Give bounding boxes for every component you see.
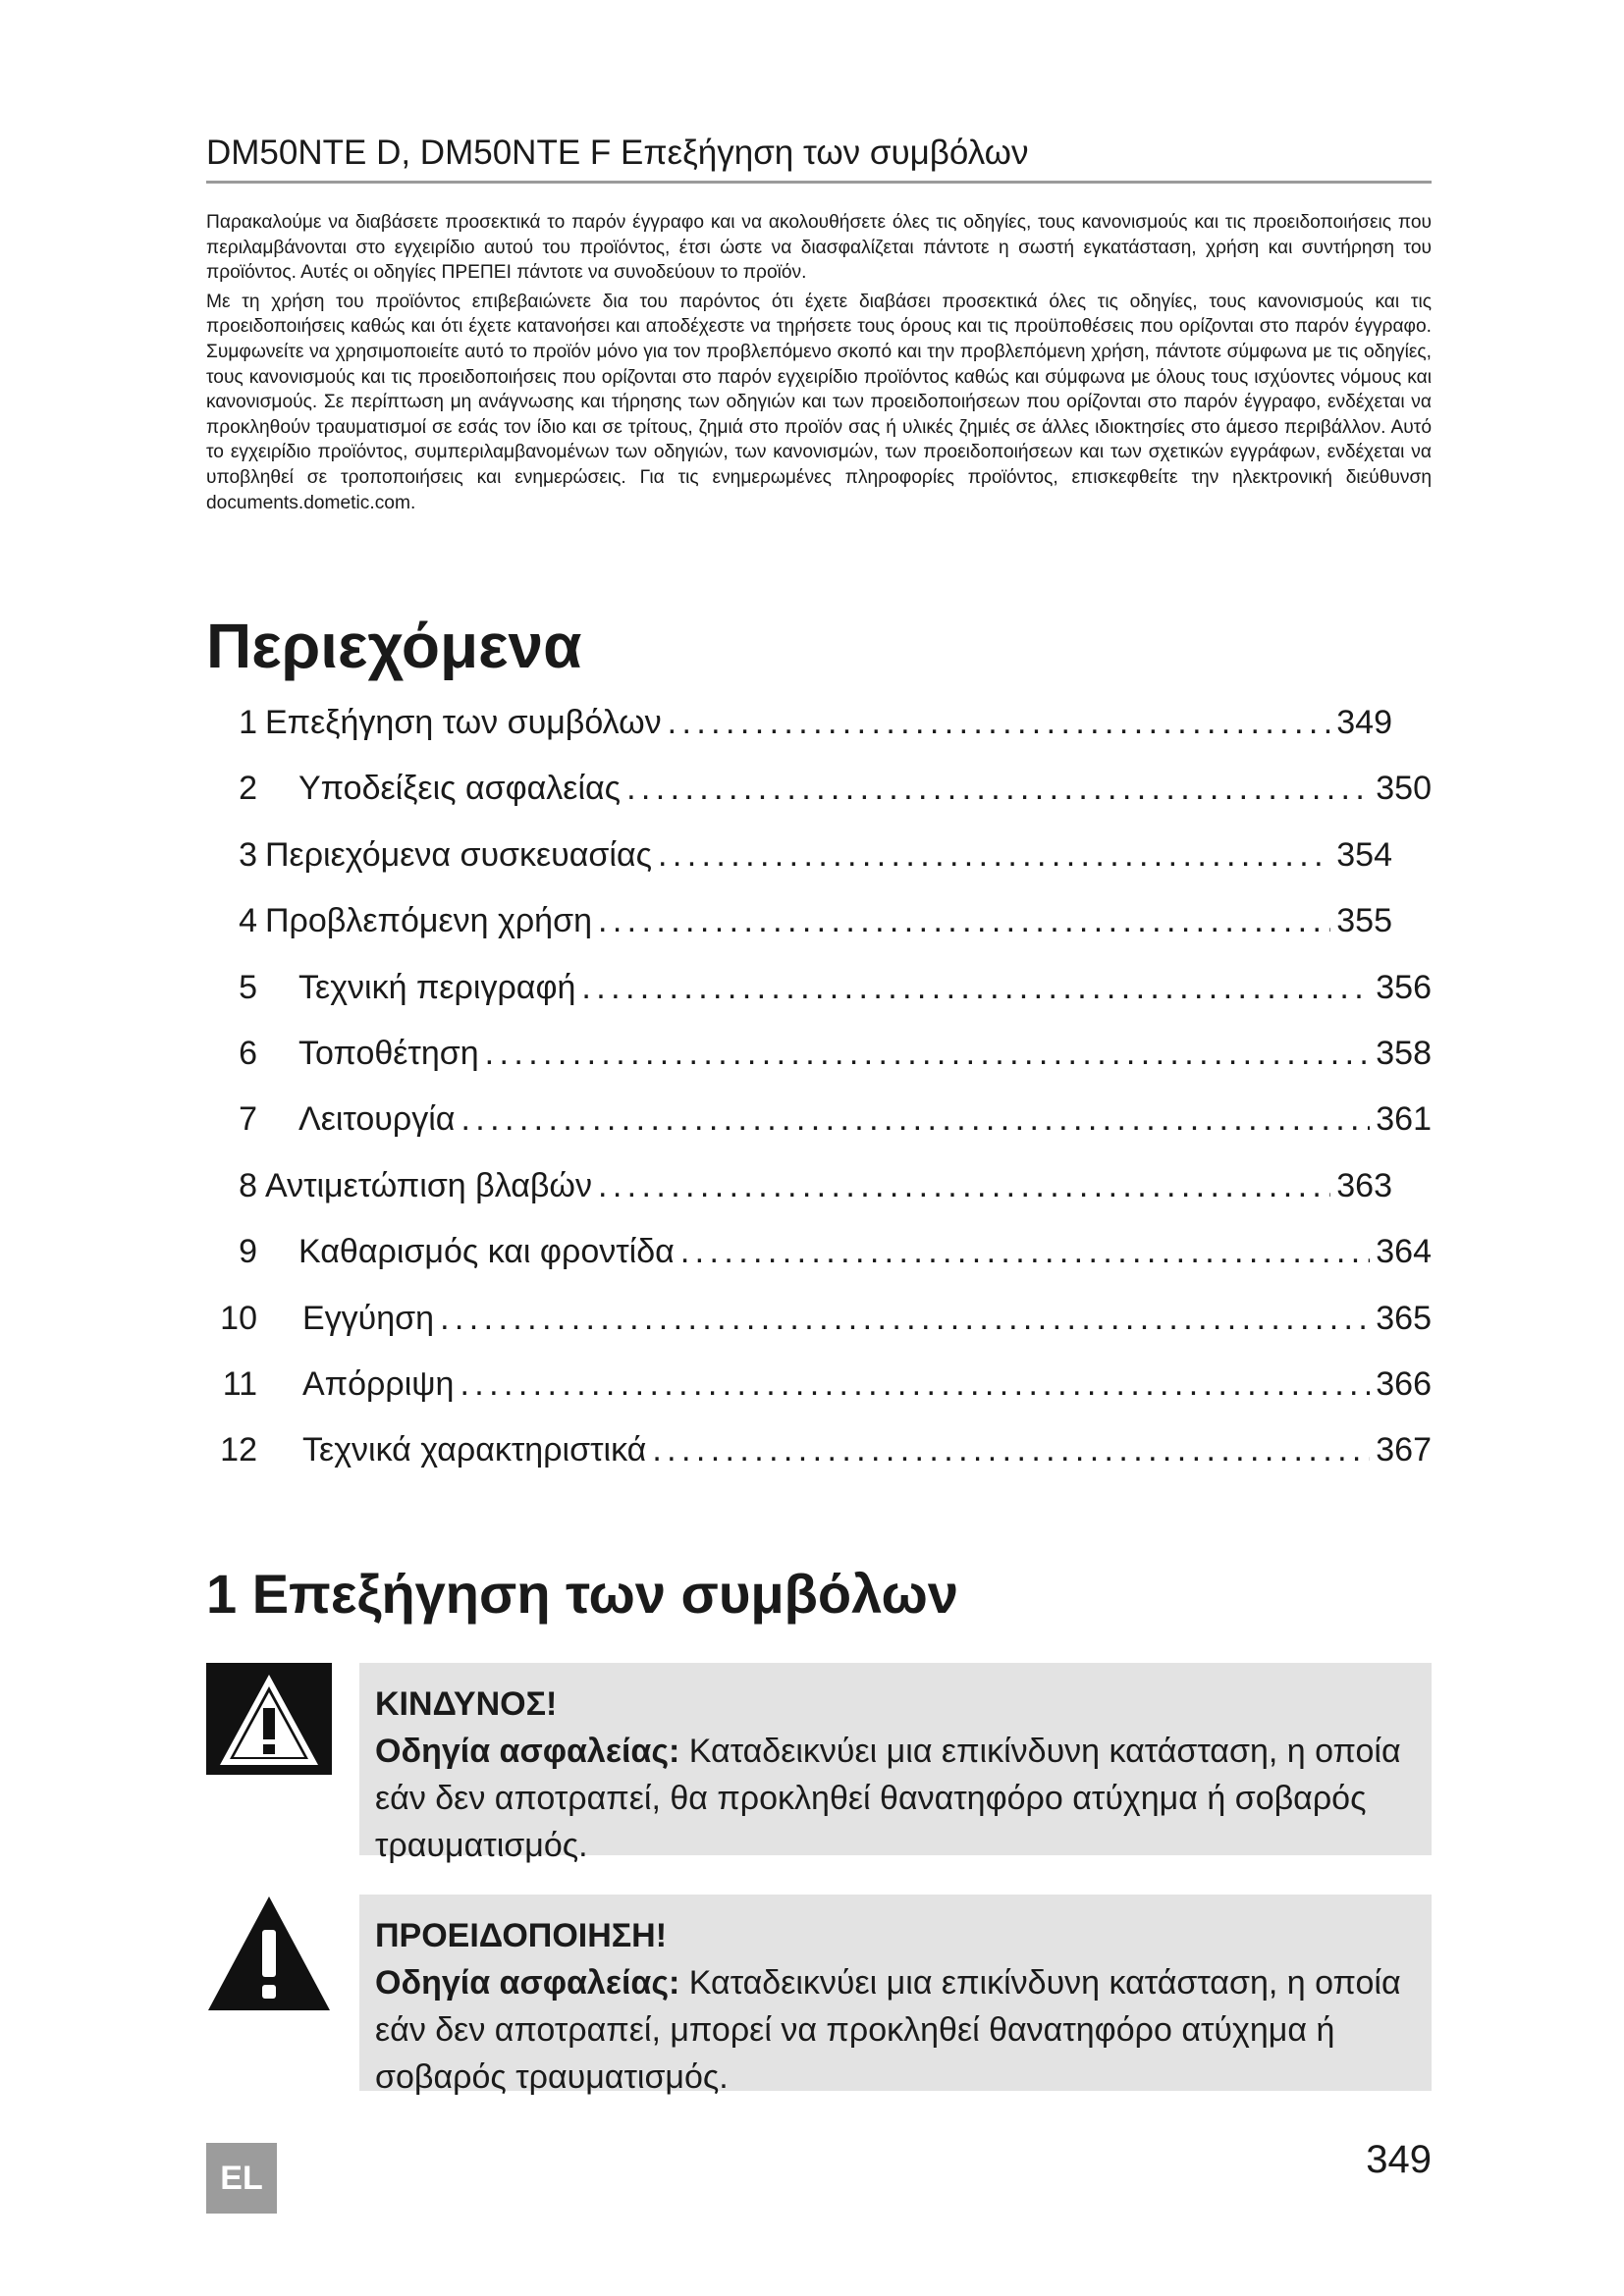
toc-entry-page: 363 — [1336, 1166, 1392, 1204]
toc-entry-title: Απόρριψη — [302, 1364, 455, 1403]
toc-entry-title: Εγγύηση — [302, 1299, 435, 1337]
toc-leader-dots — [485, 1030, 1371, 1077]
toc-entry-number: 7 — [239, 1100, 257, 1139]
page-number: 349 — [1366, 2138, 1432, 2181]
toc-entry-number: 3 — [239, 835, 257, 874]
danger-sign-icon — [206, 1663, 332, 1775]
toc-entry-9[interactable] — [206, 1228, 1432, 1294]
toc-entry-title: Τεχνικά χαρακτηριστικά — [302, 1431, 647, 1469]
toc-entry-1[interactable] — [206, 699, 1392, 765]
table-of-contents — [206, 699, 1432, 1493]
intro-text — [206, 210, 1432, 519]
toc-entry-number: 4 — [239, 902, 257, 940]
intro-paragraph-2: Με τη χρήση του προϊόντος επιβεβαιώνετε δια του παρόντος ότι έχετε διαβάσει προσεκτικά όλες τις οδηγίες, τους κανονισμούς και τις προειδοποιήσεις καθώς και ότι έχετε κατανοήσει και αποδέχεστε να τηρήσετε τους όρους και τις προϋποθέσεις που ορίζονται στο παρόν έγγραφο. Συμφωνείτε να χρησιμοποιείτε αυτό το προϊόν μόνο για τον προβλεπόμενο σκοπό και την προβλεπόμενη χρήση, πάντοτε σύμφωνα με τις οδηγίες, τους κανονισμούς και τις προειδοποιήσεις που ορίζονται στο παρόν εγχειρίδιο προϊόντος καθώς και σύμφωνα με όλους τους ισχύοντες νόμους και κανονισμούς. Σε περίπτωση μη ανάγνωσης και τήρησης των οδηγιών και των προειδοποιήσεων που ορίζονται στο παρόν έγγραφο, ενδέχεται να προκληθούν τραυματισμοί σε εσάς τον ίδιο και σε τρίτους, ζημιά στο προϊόν σας ή υλικές ζημιές σε άλλες ιδιοκτησίες στο άμεσο περιβάλλον. Αυτό το εγχειρίδιο προϊόντος, συμπεριλαμβανομένων των οδηγιών, των κανονισμών, των προειδοποιήσεων και των σχετικών εγγράφων, ενδέχεται να υποβληθεί σε τροποποιήσεις και ενημερώσεις. Για τις ενημερωμένες πληροφορίες προϊόντος, επισκεφθείτε την ηλεκτρονική διεύθυνση documents.dometic.com. — [206, 291, 1432, 513]
toc-entry-page: 354 — [1336, 835, 1392, 874]
danger-notice-title: ΚΙΝΔΥΝΟΣ! — [375, 1685, 558, 1723]
toc-entry-number: 2 — [239, 770, 257, 808]
toc-entry-page: 361 — [1376, 1100, 1432, 1139]
toc-entry-2[interactable] — [206, 765, 1432, 830]
warning-notice-label: Οδηγία ασφαλείας: — [375, 1964, 680, 2002]
toc-entry-number: 1 — [239, 704, 257, 741]
toc-entry-page: 364 — [1376, 1233, 1432, 1271]
toc-entry-8[interactable] — [206, 1162, 1392, 1228]
toc-entry-7[interactable] — [206, 1095, 1432, 1161]
toc-leader-dots — [658, 831, 1330, 879]
warning-sign-icon — [206, 1895, 332, 2012]
toc-entry-page: 356 — [1376, 968, 1432, 1006]
warning-notice-title: ΠΡΟΕΙΔΟΠΟΙΗΣΗ! — [375, 1917, 668, 1954]
toc-entry-number: 12 — [220, 1431, 257, 1469]
toc-leader-dots — [460, 1095, 1370, 1143]
toc-entry-number: 9 — [239, 1233, 257, 1271]
toc-leader-dots — [598, 1162, 1330, 1209]
toc-entry-page: 350 — [1376, 770, 1432, 808]
toc-leader-dots — [460, 1361, 1370, 1408]
danger-notice-text: Καταδεικνύει μια επικίνδυνη κατάσταση, η οποία εάν δεν αποτραπεί, θα προκληθεί θανατηφόρο ατύχημα ή σοβαρός τραυματισμός. — [375, 1733, 1401, 1864]
toc-entry-number: 11 — [222, 1364, 257, 1403]
toc-entry-number: 6 — [239, 1034, 257, 1072]
toc-leader-dots — [440, 1295, 1370, 1342]
section-heading: 1 Επεξήγηση των συμβόλων — [206, 1563, 958, 1625]
toc-entry-page: 358 — [1376, 1034, 1432, 1072]
toc-entry-title: Επεξήγηση των συμβόλων — [265, 704, 662, 741]
toc-entry-title: Καθαρισμός και φροντίδα — [298, 1233, 675, 1271]
toc-entry-number: 5 — [239, 968, 257, 1006]
toc-leader-dots — [668, 699, 1331, 746]
toc-leader-dots — [598, 897, 1330, 944]
toc-entry-number: 8 — [239, 1166, 257, 1204]
toc-entry-title: Περιεχόμενα συσκευασίας — [265, 835, 653, 874]
toc-entry-3[interactable] — [206, 831, 1392, 897]
toc-leader-dots — [652, 1426, 1370, 1473]
toc-entry-page: 366 — [1376, 1364, 1432, 1403]
toc-entry-6[interactable] — [206, 1030, 1432, 1095]
toc-entry-title: Προβλεπόμενη χρήση — [265, 902, 592, 940]
warning-notice-text: Καταδεικνύει μια επικίνδυνη κατάσταση, η οποία εάν δεν αποτραπεί, μπορεί να προκληθεί θανατηφόρο ατύχημα ή σοβαρός τραυματισμός. — [375, 1964, 1401, 2096]
toc-entry-title: Αντιμετώπιση βλαβών — [265, 1166, 592, 1204]
toc-entry-page: 365 — [1376, 1299, 1432, 1337]
toc-leader-dots — [626, 765, 1370, 812]
danger-notice — [359, 1663, 1432, 1864]
language-badge: EL — [206, 2143, 277, 2214]
toc-entry-title: Υποδείξεις ασφαλείας — [298, 770, 622, 808]
toc-entry-title: Τοποθέτηση — [298, 1034, 479, 1072]
toc-entry-title: Λειτουργία — [298, 1100, 456, 1139]
toc-entry-page: 355 — [1336, 902, 1392, 940]
toc-entry-number: 10 — [220, 1299, 257, 1337]
warning-notice — [359, 1895, 1432, 2096]
toc-entry-10[interactable] — [206, 1295, 1432, 1361]
toc-entry-page: 349 — [1336, 704, 1392, 741]
running-header: DM50NTE D, DM50NTE F Επεξήγηση των συμβόλων — [206, 132, 1432, 184]
toc-entry-title: Τεχνική περιγραφή — [298, 968, 576, 1006]
toc-entry-page: 367 — [1376, 1431, 1432, 1469]
toc-entry-5[interactable] — [206, 964, 1432, 1030]
danger-notice-label: Οδηγία ασφαλείας: — [375, 1733, 680, 1770]
toc-heading: Περιεχόμενα — [206, 611, 582, 681]
toc-entry-12[interactable] — [206, 1426, 1432, 1492]
toc-entry-4[interactable] — [206, 897, 1392, 963]
toc-entry-11[interactable] — [206, 1361, 1432, 1426]
intro-paragraph-1: Παρακαλούμε να διαβάσετε προσεκτικά το παρόν έγγραφο και να ακολουθήσετε όλες τις οδηγίες, τους κανονισμούς και τις προειδοποιήσεις που περιλαμβάνονται στο εγχειρίδιο αυτού του προϊόντος, έτσι ώστε να διασφαλίζεται πάντοτε η σωστή εγκατάσταση, χρήση και συντήρηση του προϊόντος. Αυτές οι οδηγίες ΠΡΕΠΕΙ πάντοτε να συνοδεύουν το προϊόν. — [206, 212, 1432, 284]
toc-leader-dots — [680, 1228, 1370, 1275]
toc-leader-dots — [581, 964, 1370, 1011]
